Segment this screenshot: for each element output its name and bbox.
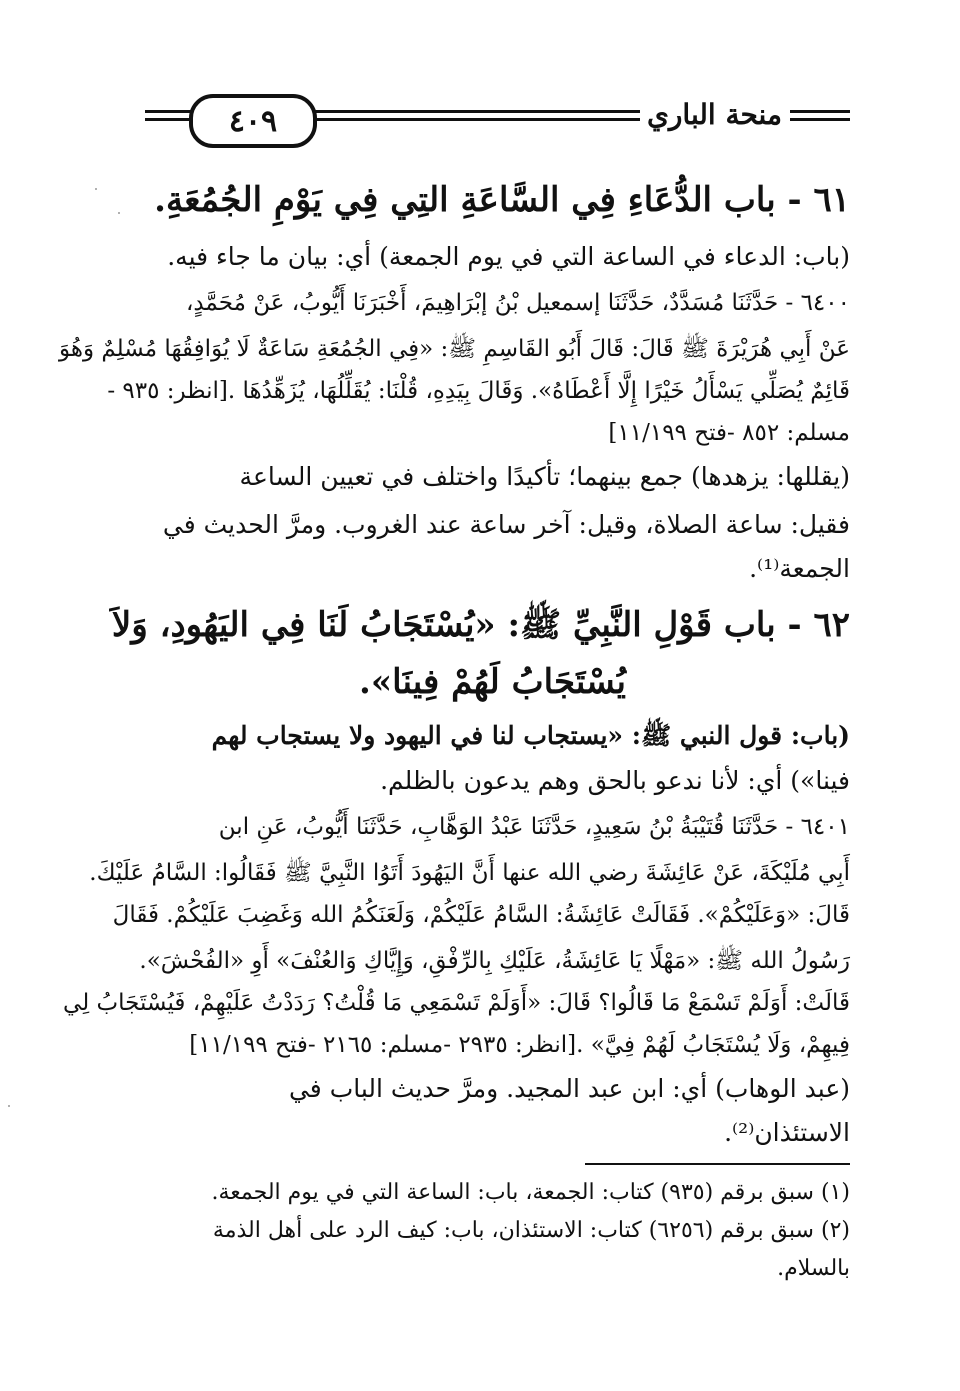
hadith-6400-reference: مسلم: ٨٥٢ -فتح ١١/١٩٩] (608, 420, 850, 446)
page-header (135, 92, 850, 152)
hadith-6400-line: عَنْ أَبِي هُرَيْرَةَ ﷺ قَالَ: قَالَ أَبُو القَاسِمِ ﷺ: «فِي الجُمُعَةِ سَاعَةٌ لَا يُوَافِقُهَا مُسْلِمٌ وَهُوَ (58, 336, 850, 362)
chapter-62-title: ٦٢ - باب قَوْلِ النَّبِيِّ ﷺ: «يُسْتَجَابُ لَنَا فِي اليَهُودِ، وَلاَ (111, 605, 850, 645)
chapter-61-explanation: فقيل: ساعة الصلاة، وقيل: آخر ساعة عند الغروب. ومرَّ الحديث في (162, 510, 850, 539)
header-rule-left (145, 110, 195, 113)
hadith-6401-line: رَسُولُ الله ﷺ: «مَهْلًا يَا عَائِشَةُ، عَلَيْكِ بِالرِّفْقِ، وَإِيَّاكِ وَالعُنْفَ» أَوِ «الفُحْشَ». (139, 948, 850, 974)
hadith-6400-line: ٦٤٠٠ - حَدَّثَنَا مُسَدَّدٌ، حَدَّثَنَا إسمعيل بْنُ إبْرَاهِيمَ، أَخْبَرَنَا أَيُّوبُ، عَنْ مُحَمَّدٍ، (185, 290, 850, 316)
footnote-2: (٢) سبق برقم (٦٢٥٦) كتاب: الاستئذان، باب: كيف الرد على أهل الذمة (212, 1218, 850, 1243)
header-rule-middle (315, 118, 640, 121)
hadith-6401-line: ٦٤٠١ - حَدَّثَنَا قُتَيْبَةُ بْنُ سَعِيدٍ، حَدَّثَنَا عَبْدُ الوَهَّابِ، حَدَّثَنَا أَيُّوبُ، عَنِ ابن (218, 814, 850, 840)
hadith-6401-line: قَالَتْ: أَوَلَمْ تَسْمَعْ مَا قَالُوا؟ قَالَ: «أَوَلَمْ تَسْمَعِي مَا قُلْتُ؟ رَدَدْتُ عَلَيْهِمْ، فَيُسْتَجَابُ لِي (63, 990, 850, 1016)
header-rule-right (790, 118, 850, 121)
scan-speck (118, 212, 120, 214)
footnote-2-continuation: بالسلام. (777, 1256, 850, 1281)
book-title: منحة الباري (646, 98, 782, 131)
hadith-6401-line: قَالَ: «وَعَلَيْكُمْ». فَقَالَتْ عَائِشَةُ: السَّامُ عَلَيْكُمْ، وَلَعَنَكُمُ الله وَغَضِبَ عَلَيْكُمْ. فَقَالَ (112, 902, 850, 928)
chapter-62-title: يُسْتَجَابُ لَهُمْ فِينَا». (359, 662, 626, 702)
header-rule-left (145, 118, 195, 121)
chapter-62-commentary: فينا») أي: لأنا ندعو بالحق وهم يدعون بالظلم. (380, 766, 850, 795)
chapter-61-title: ٦١ - باب الدُّعَاءِ فِي السَّاعَةِ التِي فِي يَوْمِ الجُمُعَةِ. (154, 180, 850, 220)
chapter-61-explanation: (يقللها: يزهدها) جمع بينهما؛ تأكيدًا واختلف في تعيين الساعة (239, 462, 850, 491)
chapter-62-explanation: (عبد الوهاب) أي: ابن عبد المجيد. ومرَّ حديث الباب في (288, 1074, 850, 1103)
chapter-62-explanation: الاستئذان⁽²⁾. (724, 1118, 850, 1147)
hadith-6400-line: قَائِمٌ يُصَلِّي يَسْأَلُ خَيْرًا إِلَّا أَعْطَاهُ». وَقَالَ بِيَدِهِ، قُلْنَا: يُقَلِّلُهَا، يُزَهِّدُهَا .[انظر: ٩٣٥ - (107, 378, 850, 404)
chapter-62-commentary: (باب: قول النبي ﷺ: «يستجاب لنا في اليهود ولا يستجاب لهم (211, 721, 850, 750)
footnote-separator (585, 1163, 850, 1165)
header-rule-middle (315, 110, 640, 113)
page-number: ٤٠٩ (189, 94, 317, 148)
scan-speck (95, 188, 97, 190)
hadith-6401-line: أَبِي مُلَيْكَةَ، عَنْ عَائِشَةَ رضي الله عنها أَنَّ اليَهُودَ أَتَوُا النَّبِيَّ ﷺ فَقَالُوا: السَّامُ عَلَيْكَ. (89, 860, 850, 886)
footnote-1: (١) سبق برقم (٩٣٥) كتاب: الجمعة، باب: الساعة التي في يوم الجمعة. (211, 1180, 850, 1205)
hadith-6401-line: فِيهِمْ، وَلَا يُسْتَجَابُ لَهُمْ فِيَّ» .[انظر: ٢٩٣٥ -مسلم: ٢١٦٥ -فتح ١١/١٩٩] (189, 1032, 850, 1058)
chapter-61-commentary: (باب: الدعاء في الساعة التي في يوم الجمعة) أي: بيان ما جاء فيه. (167, 242, 850, 271)
chapter-61-explanation: الجمعة⁽¹⁾. (749, 554, 850, 583)
scan-speck (8, 1105, 10, 1107)
header-rule-right (790, 110, 850, 113)
